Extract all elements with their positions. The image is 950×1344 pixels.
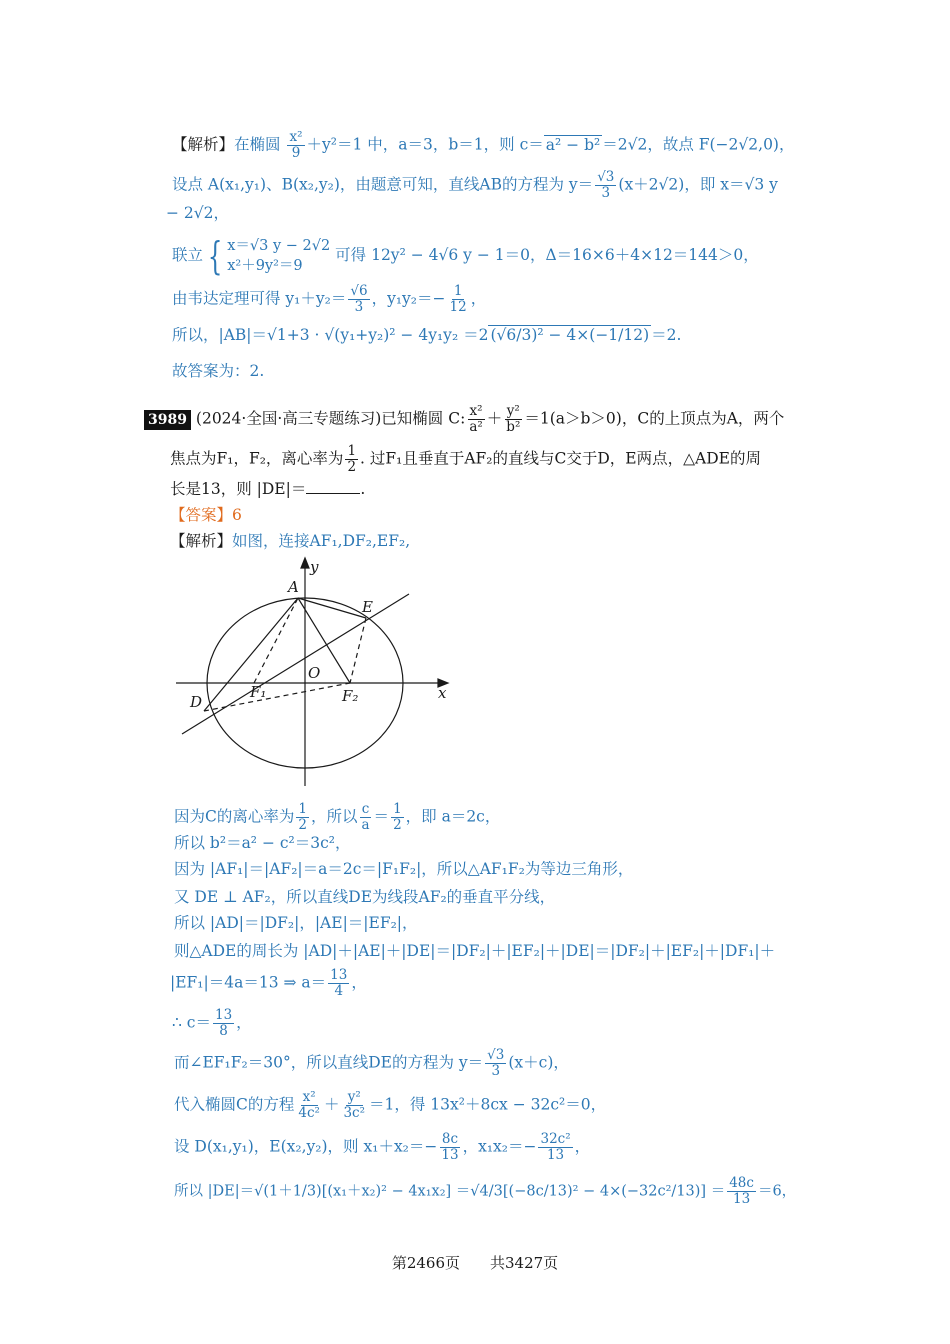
fraction: $\frac{48c}{13}$ xyxy=(729,1175,754,1207)
sol2-line7: |EF₁|＝4a＝13 ⇒ a＝ $\frac{13}{4}$ ， xyxy=(170,967,367,999)
fraction: $\frac{1}{2}$ xyxy=(393,801,402,833)
answer-tag: 【答案】 xyxy=(170,506,233,524)
fraction: $\frac{1}{2}$ xyxy=(347,443,357,475)
sol2-line6: 则△ADE的周长为 |AD|＋|AE|＋|DE|＝|DF₂|＋|EF₂|＋|DE|＝|DF₂|＋|EF₂|＋|DF₁|＋ xyxy=(174,942,776,960)
sol1-line3: − 2√2， xyxy=(166,204,230,222)
fraction: $\frac{1}{2}$ xyxy=(298,801,307,833)
problem-line1: 3989 (2024·全国·高三专题练习)已知椭圆 C: $\frac{\text{x²}}{\text{a²}}$ ＋ $\frac{\text{y²}}{\text{b²}}$ ＝1(a＞b＞0)，C的上顶点为A，两个 xyxy=(144,404,784,435)
label-y: y xyxy=(310,558,319,576)
label-o: O xyxy=(308,664,321,682)
answer-line xyxy=(170,504,242,526)
fraction: $\frac{c}{a}$ xyxy=(361,801,370,833)
fraction: $\frac{\text{x²}}{9}$ xyxy=(289,129,303,161)
sol1-line6: 所以，|AB|＝√1+3 · √(y₁+y₂)² − 4y₁y₂ ＝2 (√6/3)² − 4×(−1/12) ＝2. xyxy=(172,326,682,344)
fraction: $\frac{1}{12}$ xyxy=(449,283,467,315)
equation-system: x＝√3 y − 2√2 x²＋9y²＝9 xyxy=(227,238,331,274)
fraction: $\frac{\text{32c²}}{13}$ xyxy=(540,1131,571,1163)
solution-tag: 【解析】 xyxy=(172,135,235,154)
label-x: x xyxy=(438,684,447,702)
fraction: $\frac{13}{4}$ xyxy=(330,967,348,999)
answer-blank xyxy=(306,479,360,494)
fraction: $\frac{√6}{3}$ xyxy=(350,283,368,315)
problem-number: 3989 xyxy=(144,410,191,430)
fraction: $\frac{\text{x²}}{\text{a²}}$ xyxy=(469,403,483,435)
brace: { xyxy=(207,234,223,278)
fraction: $\frac{\text{x²}}{\text{4c²}}$ xyxy=(298,1089,320,1121)
sol2-line10: 代入椭圆C的方程 $\frac{\text{x²}}{\text{4c²}}$ ＋ $\frac{\text{y²}}{\text{3c²}}$ ＝1，得 13x²＋8cx − 32c²＝0， xyxy=(174,1089,607,1121)
sol2-line2: 所以 b²＝a² − c²＝3c²， xyxy=(174,834,351,852)
fraction: $\frac{8c}{13}$ xyxy=(441,1131,459,1163)
segment-f1-a-dashed xyxy=(254,598,298,683)
line-de xyxy=(182,594,409,734)
sol2-line4: 又 DE ⊥ AF₂，所以直线DE为线段AF₂的垂直平分线， xyxy=(174,888,556,906)
sol2-line8: ∴ c＝ $\frac{13}{8}$ ， xyxy=(172,1007,252,1039)
sol2-line3: 因为 |AF₁|＝|AF₂|＝a＝2c＝|F₁F₂|，所以△AF₁F₂为等边三角形， xyxy=(174,860,634,878)
ellipse-figure xyxy=(172,556,458,792)
fraction: $\frac{√3}{3}$ xyxy=(597,169,615,201)
page-footer: 第2466页 共3427页 xyxy=(391,1254,559,1272)
problem-line3: 长是13，则 |DE|＝ . xyxy=(170,480,366,498)
fraction: $\frac{13}{8}$ xyxy=(214,1007,233,1039)
sol1-line7: 故答案为：2. xyxy=(172,362,265,380)
sol1-line1: 【解析】在椭圆 $\frac{\text{x²}}{9}$ ＋y²＝1 中，a＝3，b＝1，则 c＝ a² − b² ＝2√2，故点 F(−2√2,0)， xyxy=(172,129,795,161)
sol1-line2: 设点 A(x₁,y₁)、B(x₂,y₂)，由题意可知，直线AB的方程为 y＝ $\frac{√3}{3}$ (x＋2√2)，即 x＝√3 y xyxy=(172,169,778,201)
label-e: E xyxy=(362,598,373,616)
sol2-line1: 因为C的离心率为 $\frac{1}{2}$ ，所以 $\frac{c}{a}$ ＝ $\frac{1}{2}$ ，即 a＝2c， xyxy=(174,801,501,833)
segment-e-f2-dashed xyxy=(350,618,366,683)
sol1-line4: 联立 { x＝√3 y − 2√2 x²＋9y²＝9 可得 12y² − 4√6 y − 1＝0，Δ＝16×6＋4×12＝144＞0， xyxy=(172,234,759,278)
label-f2: F₂ xyxy=(342,687,359,705)
sol2-line9: 而∠EF₁F₂＝30°，所以直线DE的方程为 y＝ $\frac{√3}{3}$ (x＋c)， xyxy=(174,1047,569,1079)
problem-line2: 焦点为F₁，F₂，离心率为 $\frac{1}{2}$ . 过F₁且垂直于AF₂的直线与C交于D，E两点，△ADE的周 xyxy=(170,443,761,475)
label-f1: F₁ xyxy=(250,683,267,701)
label-a: A xyxy=(288,578,299,596)
sol2-line5: 所以 |AD|＝|DF₂|，|AE|＝|EF₂|， xyxy=(174,914,418,932)
label-d: D xyxy=(190,693,203,711)
fraction: $\frac{√3}{3}$ xyxy=(487,1047,505,1079)
y-axis-arrow xyxy=(301,558,309,568)
sol2-line12: 所以 |DE|＝√(1＋1/3)[(x₁＋x₂)² − 4x₁x₂] ＝√4/3[(−8c/13)² − 4×(−32c²/13)] ＝ $\frac{48c}{13}$ ＝6， xyxy=(174,1175,797,1207)
fraction: $\frac{\text{y²}}{\text{3c²}}$ xyxy=(343,1089,366,1121)
sol2-line11: 设 D(x₁,y₁)，E(x₂,y₂)，则 x₁＋x₂＝− $\frac{8c}{13}$ ，x₁x₂＝− $\frac{\text{32c²}}{13}$ ， xyxy=(174,1131,591,1163)
fraction: $\frac{\text{y²}}{\text{b²}}$ xyxy=(506,403,521,435)
sol1-line5: 由韦达定理可得 y₁＋y₂＝ $\frac{√6}{3}$ ，y₁y₂＝− $\frac{1}{12}$ ， xyxy=(172,283,487,315)
solution-tag: 【解析】 xyxy=(170,532,233,550)
answer-value: 6 xyxy=(232,506,242,524)
segment-d-f2-dashed xyxy=(204,683,350,711)
sol2-intro: 【解析】如图，连接AF₁,DF₂,EF₂, xyxy=(170,532,411,550)
